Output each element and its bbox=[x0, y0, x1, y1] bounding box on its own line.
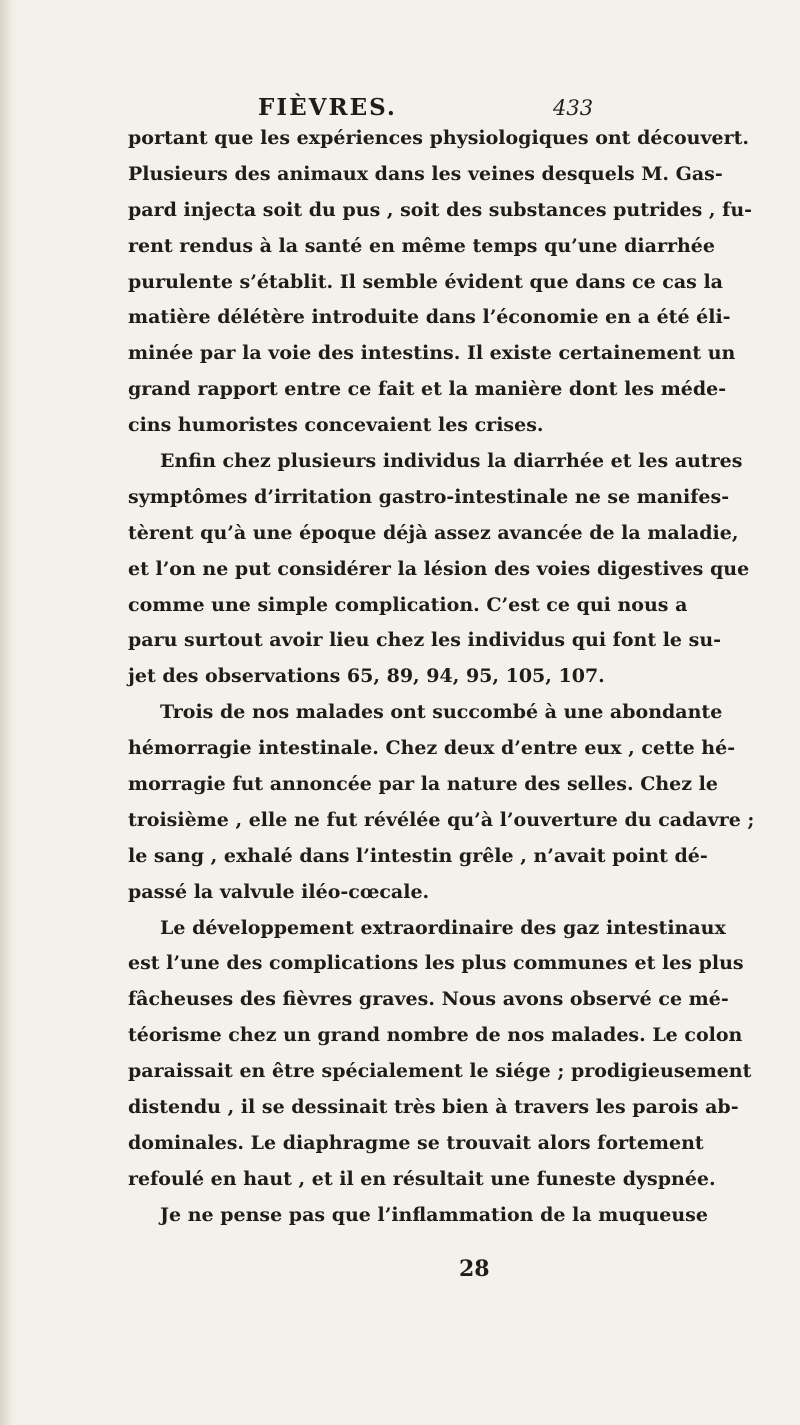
text-line: portant que les expériences physiologiques ont découvert. bbox=[128, 127, 750, 149]
text-line: paru surtout avoir lieu chez les individus qui font le su- bbox=[128, 629, 722, 652]
text-line: passé la valvule iléo-cœcale. bbox=[128, 880, 430, 903]
text-line: distendu , il se dessinait très bien à travers les parois ab- bbox=[128, 1096, 739, 1119]
text-line: est l’une des complications les plus communes et les plus bbox=[128, 952, 744, 975]
text-line: refoulé en haut , et il en résultait une funeste dyspnée. bbox=[128, 1167, 716, 1190]
text-line: symptômes d’irritation gastro-intestinale ne se manifes- bbox=[128, 485, 730, 508]
page-number: 433 bbox=[553, 96, 594, 120]
running-head bbox=[258, 94, 658, 124]
text-line: dominales. Le diaphragme se trouvait alors fortement bbox=[128, 1131, 704, 1154]
text-line: rent rendus à la santé en même temps qu’une diarrhée bbox=[128, 234, 715, 257]
text-line: comme une simple complication. C’est ce qui nous a bbox=[128, 593, 688, 616]
text-line: téorisme chez un grand nombre de nos malades. Le colon bbox=[128, 1024, 743, 1047]
text-line: pard injecta soit du pus , soit des substances putrides , fu- bbox=[128, 198, 753, 221]
text-line: le sang , exhalé dans l’intestin grêle , n’avait point dé- bbox=[128, 844, 708, 867]
text-line: fâcheuses des fièvres graves. Nous avons observé ce mé- bbox=[128, 988, 729, 1011]
text-line: paraissait en être spécialement le siége ; prodigieusement bbox=[128, 1060, 752, 1083]
text-line: et l’on ne put considérer la lésion des voies digestives que bbox=[128, 557, 750, 580]
text-line: tèrent qu’à une époque déjà assez avancée de la maladie, bbox=[128, 521, 739, 544]
page-gutter-shadow bbox=[0, 0, 14, 1425]
running-title: FIÈVRES. bbox=[258, 94, 397, 121]
body-text bbox=[128, 121, 755, 1234]
text-line: Plusieurs des animaux dans les veines desquels M. Gas- bbox=[128, 162, 723, 185]
text-line: minée par la voie des intestins. Il existe certainement un bbox=[128, 342, 736, 365]
text-line: hémorragie intestinale. Chez deux d’entre eux , cette hé- bbox=[128, 737, 736, 760]
text-line: troisième , elle ne fut révélée qu’à l’ouverture du cadavre ; bbox=[128, 808, 755, 831]
signature-mark: 28 bbox=[459, 1256, 490, 1282]
text-line: jet des observations 65, 89, 94, 95, 105, 107. bbox=[128, 665, 605, 688]
text-line: purulente s’établit. Il semble évident que dans ce cas la bbox=[128, 270, 723, 293]
text-line: Le développement extraordinaire des gaz intestinaux bbox=[160, 916, 726, 939]
text-line: Enfin chez plusieurs individus la diarrhée et les autres bbox=[160, 450, 743, 473]
text-line: morragie fut annoncée par la nature des selles. Chez le bbox=[128, 773, 718, 796]
text-line: cins humoristes concevaient les crises. bbox=[128, 414, 544, 437]
text-line: Je ne pense pas que l’inflammation de la muqueuse bbox=[160, 1203, 708, 1226]
text-line: matière délétère introduite dans l’économie en a été éli- bbox=[128, 306, 731, 329]
text-line: Trois de nos malades ont succombé à une abondante bbox=[160, 701, 723, 724]
text-line: grand rapport entre ce fait et la manière dont les méde- bbox=[128, 378, 727, 401]
